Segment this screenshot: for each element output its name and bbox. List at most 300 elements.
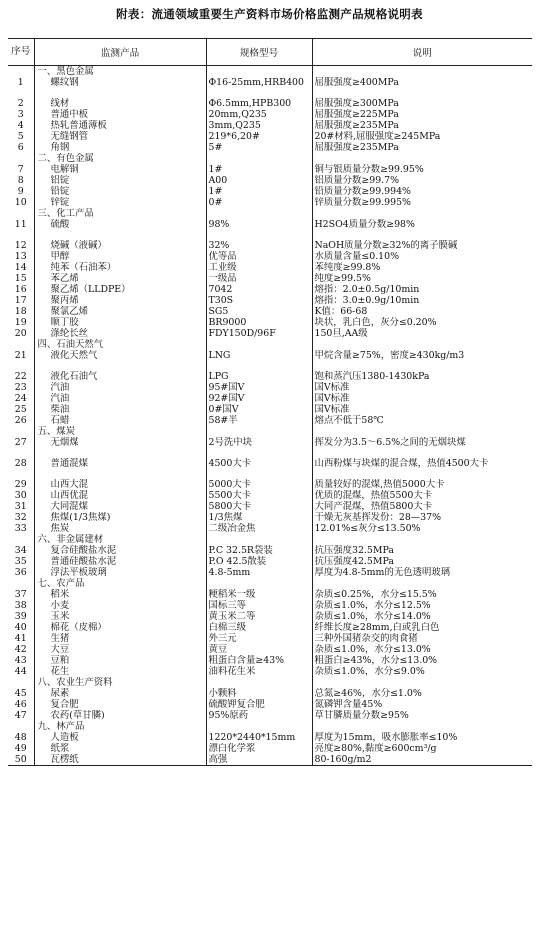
cell-desc [312, 534, 532, 545]
cell-desc: NaOH质量分数≥32%的离子膜碱 [312, 240, 532, 251]
cell-spec: 4500大卡 [206, 458, 312, 479]
table-row [8, 589, 532, 600]
cell-no: 12 [14, 240, 27, 251]
cell-desc: 厚度为15mm，吸水膨胀率≤10% [312, 732, 532, 743]
cell-spec: 7042 [206, 284, 312, 295]
cell-no: 13 [14, 251, 27, 262]
cell-no [8, 534, 34, 545]
cell-desc: 大同产混煤，热值5800大卡 [312, 501, 532, 512]
table-row [8, 437, 532, 458]
cell-desc: 挥发分为3.5～6.5%之间的无烟块煤 [312, 437, 532, 458]
cell-spec: 0#国Ⅴ [206, 404, 312, 415]
cell-product: 普通中板 [34, 109, 206, 120]
cell-product: 焦煤(1/3焦煤) [34, 512, 206, 523]
cell-product: 螺纹钢 [34, 77, 206, 98]
cell-desc: 三种外国猪杂交的肉食猪 [312, 633, 532, 644]
cell-desc: 150旦,AA级 [312, 328, 532, 339]
cell-no [8, 578, 34, 589]
cell-spec: 漂白化学浆 [206, 743, 312, 754]
table-row [8, 317, 532, 328]
cell-spec: 黄豆 [206, 644, 312, 655]
cell-desc: 熔指：3.0±0.9g/10min [312, 295, 532, 306]
cell-no: 31 [14, 501, 27, 512]
cell-desc: 铝质量分数≥99.7% [312, 175, 532, 186]
cell-desc: 山西粉煤与块煤的混合煤，热值4500大卡 [312, 458, 532, 479]
table-row [8, 754, 532, 766]
cell-no: 25 [14, 404, 27, 415]
cell-spec [206, 339, 312, 350]
table-row [8, 633, 532, 644]
table-row [8, 490, 532, 501]
table-row [8, 98, 532, 109]
cell-desc: 杂质≤0.25%，水分≤15.5% [312, 589, 532, 600]
cell-product: 液化天然气 [34, 350, 206, 371]
table-row [8, 732, 532, 743]
cell-no: 17 [14, 295, 27, 306]
cell-product: 一、黑色金属 [34, 66, 206, 78]
cell-spec: 油料花生米 [206, 666, 312, 677]
cell-no: 44 [14, 666, 27, 677]
cell-product: 焦炭 [34, 523, 206, 534]
cell-product: 铝锭 [34, 175, 206, 186]
cell-no: 16 [14, 284, 27, 295]
cell-desc: 水质量含量≤0.10% [312, 251, 532, 262]
cell-desc: 80-160g/m2 [312, 754, 532, 766]
cell-product: 人造板 [34, 732, 206, 743]
cell-product: 顺丁胶 [34, 317, 206, 328]
cell-desc: 粗蛋白≥43%，水分≤13.0% [312, 655, 532, 666]
cell-spec: A00 [206, 175, 312, 186]
cell-product: 石蜡 [34, 415, 206, 426]
header-product: 监测产品 [34, 39, 206, 66]
cell-desc: 铅质量分数≥99.994% [312, 186, 532, 197]
cell-product: 线材 [34, 98, 206, 109]
cell-desc: 熔指：2.0±0.5g/10min [312, 284, 532, 295]
cell-spec: 3mm,Q235 [206, 120, 312, 131]
cell-no: 15 [14, 273, 27, 284]
cell-desc: 质量较好的混煤,热值5000大卡 [312, 479, 532, 490]
cell-product: 烧碱（液碱） [34, 240, 206, 251]
cell-no: 27 [14, 437, 27, 448]
table-row [8, 142, 532, 153]
cell-no: 20 [14, 328, 27, 339]
category-row [8, 153, 532, 164]
table-header-row [8, 39, 532, 66]
cell-spec [206, 208, 312, 219]
cell-product: 大豆 [34, 644, 206, 655]
cell-spec: P.C 32.5R袋装 [206, 545, 312, 556]
table-row [8, 479, 532, 490]
table-row [8, 710, 532, 721]
cell-spec: Φ16-25mm,HRB400 [206, 77, 312, 98]
cell-no: 10 [14, 197, 27, 208]
table-row [8, 164, 532, 175]
cell-spec: 白棉三级 [206, 622, 312, 633]
cell-desc [312, 426, 532, 437]
table-row [8, 295, 532, 306]
cell-desc: 抗压强度42.5MPa [312, 556, 532, 567]
cell-desc: 屈服强度≥235MPa [312, 120, 532, 131]
cell-no: 23 [14, 382, 27, 393]
cell-desc: 优质的混煤，热值5500大卡 [312, 490, 532, 501]
cell-spec: P.O 42.5散装 [206, 556, 312, 567]
cell-product: 复合硅酸盐水泥 [34, 545, 206, 556]
table-row [8, 688, 532, 699]
cell-product: 汽油 [34, 382, 206, 393]
cell-spec: 小颗料 [206, 688, 312, 699]
cell-product: 普通混煤 [34, 458, 206, 479]
cell-spec: T30S [206, 295, 312, 306]
cell-product: 棉花（皮棉） [34, 622, 206, 633]
cell-spec: 219*6,20# [206, 131, 312, 142]
cell-spec: 粳稻米一级 [206, 589, 312, 600]
cell-spec [206, 677, 312, 688]
cell-desc: K值：66-68 [312, 306, 532, 317]
cell-no: 48 [14, 732, 27, 743]
cell-no: 36 [14, 567, 27, 578]
cell-no: 35 [14, 556, 27, 567]
cell-product: 尿素 [34, 688, 206, 699]
cell-spec: 二级冶金焦 [206, 523, 312, 534]
cell-product: 生猪 [34, 633, 206, 644]
cell-desc [312, 339, 532, 350]
cell-no: 29 [14, 479, 27, 490]
cell-desc: 苯纯度≥99.8% [312, 262, 532, 273]
cell-product: 花生 [34, 666, 206, 677]
table-row [8, 284, 532, 295]
cell-spec: 2号洗中块 [206, 437, 312, 458]
cell-spec: 95#国Ⅴ [206, 382, 312, 393]
cell-no: 41 [14, 633, 27, 644]
cell-product: 九、林产品 [34, 721, 206, 732]
cell-product: 苯乙烯 [34, 273, 206, 284]
cell-no: 46 [14, 699, 27, 710]
cell-spec [206, 153, 312, 164]
category-row [8, 208, 532, 219]
cell-no: 39 [14, 611, 27, 622]
category-row [8, 66, 532, 78]
cell-no: 40 [14, 622, 27, 633]
cell-product: 复合肥 [34, 699, 206, 710]
cell-no: 5 [17, 131, 24, 142]
table-row [8, 666, 532, 677]
cell-product: 涤纶长丝 [34, 328, 206, 339]
cell-no: 37 [14, 589, 27, 600]
cell-spec: 一级品 [206, 273, 312, 284]
cell-product: 瓦楞纸 [34, 754, 206, 766]
cell-product: 普通硅酸盐水泥 [34, 556, 206, 567]
cell-spec: 1# [206, 186, 312, 197]
cell-spec: FDY150D/96F [206, 328, 312, 339]
cell-desc: 锌质量分数≥99.995% [312, 197, 532, 208]
cell-desc: 杂质≤1.0%，水分≤12.5% [312, 600, 532, 611]
cell-desc: 国Ⅴ标准 [312, 393, 532, 404]
cell-desc: 国Ⅴ标准 [312, 404, 532, 415]
cell-spec [206, 534, 312, 545]
cell-spec: 5000大卡 [206, 479, 312, 490]
cell-product: 纸浆 [34, 743, 206, 754]
category-row [8, 339, 532, 350]
header-spec: 规格型号 [206, 39, 312, 66]
cell-product: 柴油 [34, 404, 206, 415]
cell-desc [312, 721, 532, 732]
category-row [8, 578, 532, 589]
table-row [8, 512, 532, 523]
table-row [8, 109, 532, 120]
cell-spec: 5# [206, 142, 312, 153]
cell-no: 8 [17, 175, 24, 186]
cell-desc: 杂质≤1.0%，水分≤14.0% [312, 611, 532, 622]
table-row [8, 219, 532, 240]
cell-no: 21 [14, 350, 27, 361]
cell-no: 22 [14, 371, 27, 382]
cell-no: 50 [14, 754, 27, 765]
table-row [8, 186, 532, 197]
table-row [8, 251, 532, 262]
table-row [8, 371, 532, 382]
document-title: 附表：流通领域重要生产资料市场价格监测产品规格说明表 [116, 7, 423, 21]
cell-desc: 12.01%≤灰分≤13.50% [312, 523, 532, 534]
cell-spec: 优等品 [206, 251, 312, 262]
cell-desc [312, 153, 532, 164]
table-row [8, 567, 532, 578]
table-row [8, 644, 532, 655]
cell-desc: 氮磷钾含量45% [312, 699, 532, 710]
cell-product: 甲醇 [34, 251, 206, 262]
cell-product: 玉米 [34, 611, 206, 622]
cell-spec: 1/3焦煤 [206, 512, 312, 523]
header-no: 序号 [8, 39, 34, 66]
cell-spec: LPG [206, 371, 312, 382]
cell-product: 电解铜 [34, 164, 206, 175]
cell-desc: 熔点不低于58℃ [312, 415, 532, 426]
cell-desc: 铜与银质量分数≥99.95% [312, 164, 532, 175]
cell-desc: 20#材料,屈服强度≥245MPa [312, 131, 532, 142]
table-row [8, 328, 532, 339]
cell-product: 热轧普通薄板 [34, 120, 206, 131]
cell-product: 锌锭 [34, 197, 206, 208]
cell-desc: 总氮≥46%，水分≤1.0% [312, 688, 532, 699]
cell-spec [206, 721, 312, 732]
cell-product: 聚氯乙烯 [34, 306, 206, 317]
cell-spec: 58#半 [206, 415, 312, 426]
cell-desc: 块状，乳白色，灰分≤0.20% [312, 317, 532, 328]
cell-spec: 硫酸钾复合肥 [206, 699, 312, 710]
cell-no: 26 [14, 415, 27, 426]
cell-no: 47 [14, 710, 27, 721]
cell-spec: LNG [206, 350, 312, 371]
cell-desc: 屈服强度≥225MPa [312, 109, 532, 120]
cell-desc: 国Ⅴ标准 [312, 382, 532, 393]
cell-desc: 屈服强度≥400MPa [312, 77, 532, 98]
cell-spec [206, 426, 312, 437]
cell-spec: 工业级 [206, 262, 312, 273]
cell-product: 山西大混 [34, 479, 206, 490]
cell-product: 无缝钢管 [34, 131, 206, 142]
table-row [8, 655, 532, 666]
category-row [8, 721, 532, 732]
cell-no: 11 [14, 219, 27, 230]
category-row [8, 426, 532, 437]
cell-product: 小麦 [34, 600, 206, 611]
cell-spec: 5500大卡 [206, 490, 312, 501]
table-row [8, 415, 532, 426]
cell-desc: 杂质≤1.0%，水分≤9.0% [312, 666, 532, 677]
cell-no: 28 [14, 458, 27, 469]
cell-no: 19 [14, 317, 27, 328]
cell-desc: 纯度≥99.5% [312, 273, 532, 284]
cell-no: 7 [17, 164, 24, 175]
cell-desc: 甲烷含量≥75%，密度≥430kg/m3 [312, 350, 532, 371]
cell-spec: 98% [206, 219, 312, 240]
cell-desc: 厚度为4.8-5mm的无色透明玻璃 [312, 567, 532, 578]
cell-no: 1 [17, 77, 24, 88]
cell-no: 34 [14, 545, 27, 556]
cell-product: 四、石油天然气 [34, 339, 206, 350]
cell-product: 山西优混 [34, 490, 206, 501]
cell-product: 六、非金属建材 [34, 534, 206, 545]
cell-desc [312, 208, 532, 219]
cell-no: 45 [14, 688, 27, 699]
cell-spec: Φ6.5mm,HPB300 [206, 98, 312, 109]
cell-spec: 粗蛋白含量≥43% [206, 655, 312, 666]
cell-product: 三、化工产品 [34, 208, 206, 219]
cell-product: 五、煤炭 [34, 426, 206, 437]
table-row [8, 120, 532, 131]
table-row [8, 611, 532, 622]
cell-product: 聚乙烯（LLDPE） [34, 284, 206, 295]
cell-spec: 5800大卡 [206, 501, 312, 512]
cell-spec: 95%原药 [206, 710, 312, 721]
cell-spec: 外三元 [206, 633, 312, 644]
cell-product: 汽油 [34, 393, 206, 404]
table-row [8, 743, 532, 754]
table-row [8, 622, 532, 633]
cell-no: 38 [14, 600, 27, 611]
cell-desc: 抗压强度32.5MPa [312, 545, 532, 556]
cell-spec: 1# [206, 164, 312, 175]
cell-spec [206, 66, 312, 78]
cell-desc: 亮度≥80%,黏度≥600cm³/g [312, 743, 532, 754]
cell-desc: 草甘膦质量分数≥95% [312, 710, 532, 721]
cell-no: 9 [17, 186, 24, 197]
cell-product: 二、有色金属 [34, 153, 206, 164]
header-desc: 说明 [312, 39, 532, 66]
cell-spec: BR9000 [206, 317, 312, 328]
cell-no: 33 [14, 523, 27, 534]
cell-no: 18 [14, 306, 27, 317]
cell-no [8, 208, 34, 219]
cell-desc: 屈服强度≥300MPa [312, 98, 532, 109]
table-row [8, 197, 532, 208]
category-row [8, 534, 532, 545]
cell-no [8, 426, 34, 437]
cell-no: 2 [17, 98, 24, 109]
cell-no: 43 [14, 655, 27, 666]
cell-spec [206, 578, 312, 589]
cell-no: 32 [14, 512, 27, 523]
cell-no [8, 721, 34, 732]
table-row [8, 382, 532, 393]
table-row [8, 273, 532, 284]
cell-product: 农药(草甘膦) [34, 710, 206, 721]
table-row [8, 393, 532, 404]
table-row [8, 262, 532, 273]
cell-no: 24 [14, 393, 27, 404]
cell-no: 42 [14, 644, 27, 655]
cell-product: 角钢 [34, 142, 206, 153]
cell-no [8, 677, 34, 688]
cell-spec: 92#国Ⅴ [206, 393, 312, 404]
cell-desc: 杂质≤1.0%，水分≤13.0% [312, 644, 532, 655]
cell-desc: 纤维长度≥28mm,白或乳白色 [312, 622, 532, 633]
cell-product: 纯苯（石油苯） [34, 262, 206, 273]
cell-spec: 0# [206, 197, 312, 208]
cell-no: 6 [17, 142, 24, 153]
cell-desc [312, 578, 532, 589]
cell-spec: 黄玉米二等 [206, 611, 312, 622]
cell-desc [312, 677, 532, 688]
cell-product: 八、农业生产资料 [34, 677, 206, 688]
cell-spec: 国标三等 [206, 600, 312, 611]
cell-no [8, 153, 34, 164]
cell-desc: 干燥无灰基挥发份：28—37% [312, 512, 532, 523]
cell-spec: SG5 [206, 306, 312, 317]
cell-no: 49 [14, 743, 27, 754]
cell-product: 液化石油气 [34, 371, 206, 382]
cell-no [8, 66, 34, 78]
category-row [8, 677, 532, 688]
cell-desc: 饱和蒸汽压1380-1430kPa [312, 371, 532, 382]
cell-spec: 1220*2440*15mm [206, 732, 312, 743]
cell-product: 聚丙烯 [34, 295, 206, 306]
cell-no: 3 [17, 109, 24, 120]
table-row [8, 350, 532, 371]
cell-product: 稻米 [34, 589, 206, 600]
table-row [8, 131, 532, 142]
table-row [8, 175, 532, 186]
table-body [8, 66, 532, 766]
cell-no: 14 [14, 262, 27, 273]
cell-no: 4 [17, 120, 24, 131]
cell-no: 30 [14, 490, 27, 501]
cell-product: 无烟煤 [34, 437, 206, 458]
table-row [8, 556, 532, 567]
table-row [8, 501, 532, 512]
table-row [8, 240, 532, 251]
cell-desc [312, 66, 532, 78]
table-row [8, 600, 532, 611]
table-row [8, 404, 532, 415]
spec-table [8, 38, 532, 766]
cell-product: 铅锭 [34, 186, 206, 197]
cell-spec: 4.8-5mm [206, 567, 312, 578]
cell-product: 浮法平板玻璃 [34, 567, 206, 578]
table-row [8, 523, 532, 534]
cell-desc: 屈服强度≥235MPa [312, 142, 532, 153]
table-row [8, 306, 532, 317]
cell-product: 大同混煤 [34, 501, 206, 512]
table-row [8, 77, 532, 98]
table-row [8, 699, 532, 710]
table-row [8, 458, 532, 479]
cell-spec: 20mm,Q235 [206, 109, 312, 120]
cell-product: 豆粕 [34, 655, 206, 666]
cell-no [8, 339, 34, 350]
cell-product: 硫酸 [34, 219, 206, 240]
table-row [8, 545, 532, 556]
cell-spec: 32% [206, 240, 312, 251]
